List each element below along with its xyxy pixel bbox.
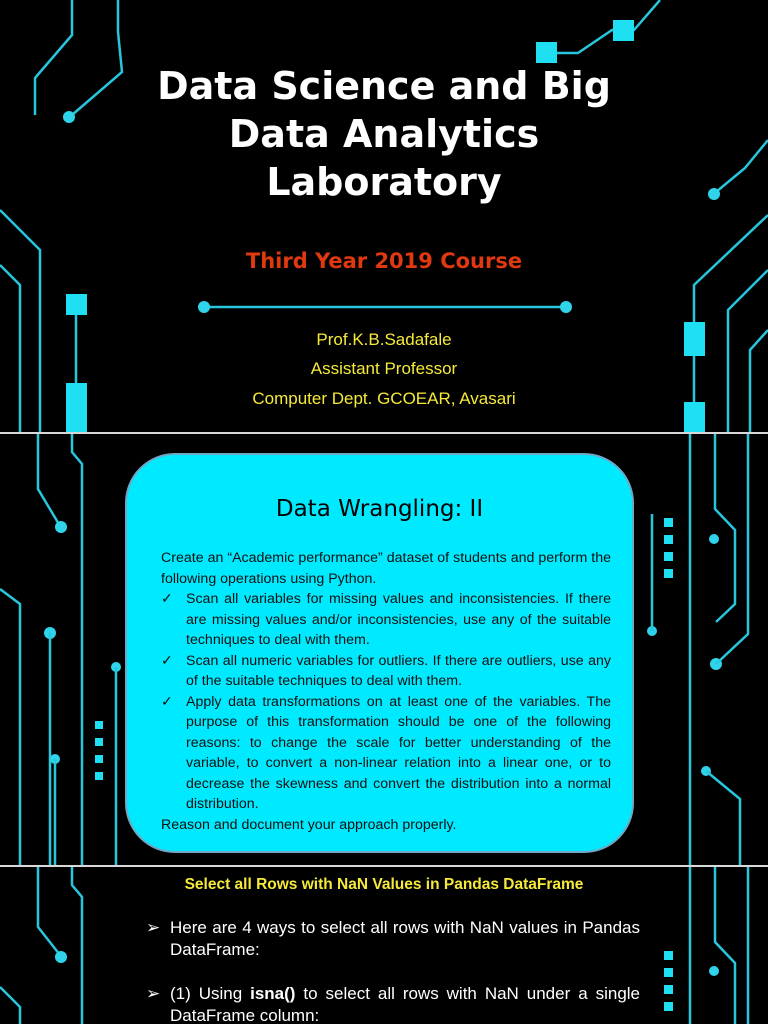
- bullet-text-suffix: to select all rows with NaN under a single DataFrame column:: [170, 984, 640, 1024]
- list-item: [161, 651, 611, 692]
- checkmark-icon: ✓: [161, 591, 173, 607]
- checkmark-icon: ✓: [161, 693, 173, 710]
- arrow-bullet-icon: ➢: [146, 918, 161, 937]
- list-item-text: Scan all numeric variables for outliers. If there are outliers, use any of the suitable techniques to deal with them.: [186, 652, 611, 689]
- title-slide: [0, 0, 768, 432]
- card-body: [161, 548, 611, 835]
- card-title: Data Wrangling: II: [275, 496, 484, 522]
- author-role: Assistant Professor: [310, 359, 458, 378]
- checkmark-icon: ✓: [161, 652, 173, 669]
- course-subtitle: Third Year 2019 Course: [245, 249, 523, 273]
- list-item: [161, 692, 611, 815]
- intro-text: Create an “Academic performance” dataset of students and perform the following operations using Python.: [161, 550, 611, 587]
- list-item: [161, 589, 611, 651]
- arrow-bullet-icon: ➢: [146, 984, 161, 1003]
- title-line-2: Data Analytics: [228, 112, 540, 156]
- task-list: [161, 589, 611, 815]
- bullet-text-prefix: (1) Using: [170, 984, 251, 1003]
- list-item-text: Scan all variables for missing values and inconsistencies. If there are missing values and/or inconsistencies, use any of the suitable techniques to deal with them.: [186, 591, 611, 648]
- bullet-text: [170, 983, 640, 1024]
- slide-title: [84, 62, 684, 206]
- bullet-item: [146, 917, 640, 961]
- author-name: Prof.K.B.Sadafale: [316, 330, 452, 349]
- assignment-card: [125, 453, 634, 853]
- slide-heading: Select all Rows with NaN Values in Pandas DataFrame: [184, 876, 584, 893]
- bullet-text: Here are 4 ways to select all rows with NaN values in Pandas DataFrame:: [170, 918, 640, 959]
- closing-text: Reason and document your approach properly.: [161, 816, 457, 833]
- author-department: Computer Dept. GCOEAR, Avasari: [252, 389, 516, 408]
- bullet-item: [146, 983, 640, 1024]
- title-line-3: Laboratory: [266, 160, 502, 204]
- title-line-1: Data Science and Big: [157, 64, 611, 108]
- assignment-slide: [0, 434, 768, 865]
- code-term: isna(): [250, 984, 296, 1003]
- list-item-text: Apply data transformations on at least one of the variables. The purpose of this transformation should be one of the following reasons: to change the scale for better understanding of the variable, to convert a non-linear relation into a linear one, or to decrease the skewness and convert the distribution into a normal distribution.: [186, 693, 611, 812]
- pandas-slide: [0, 867, 768, 1024]
